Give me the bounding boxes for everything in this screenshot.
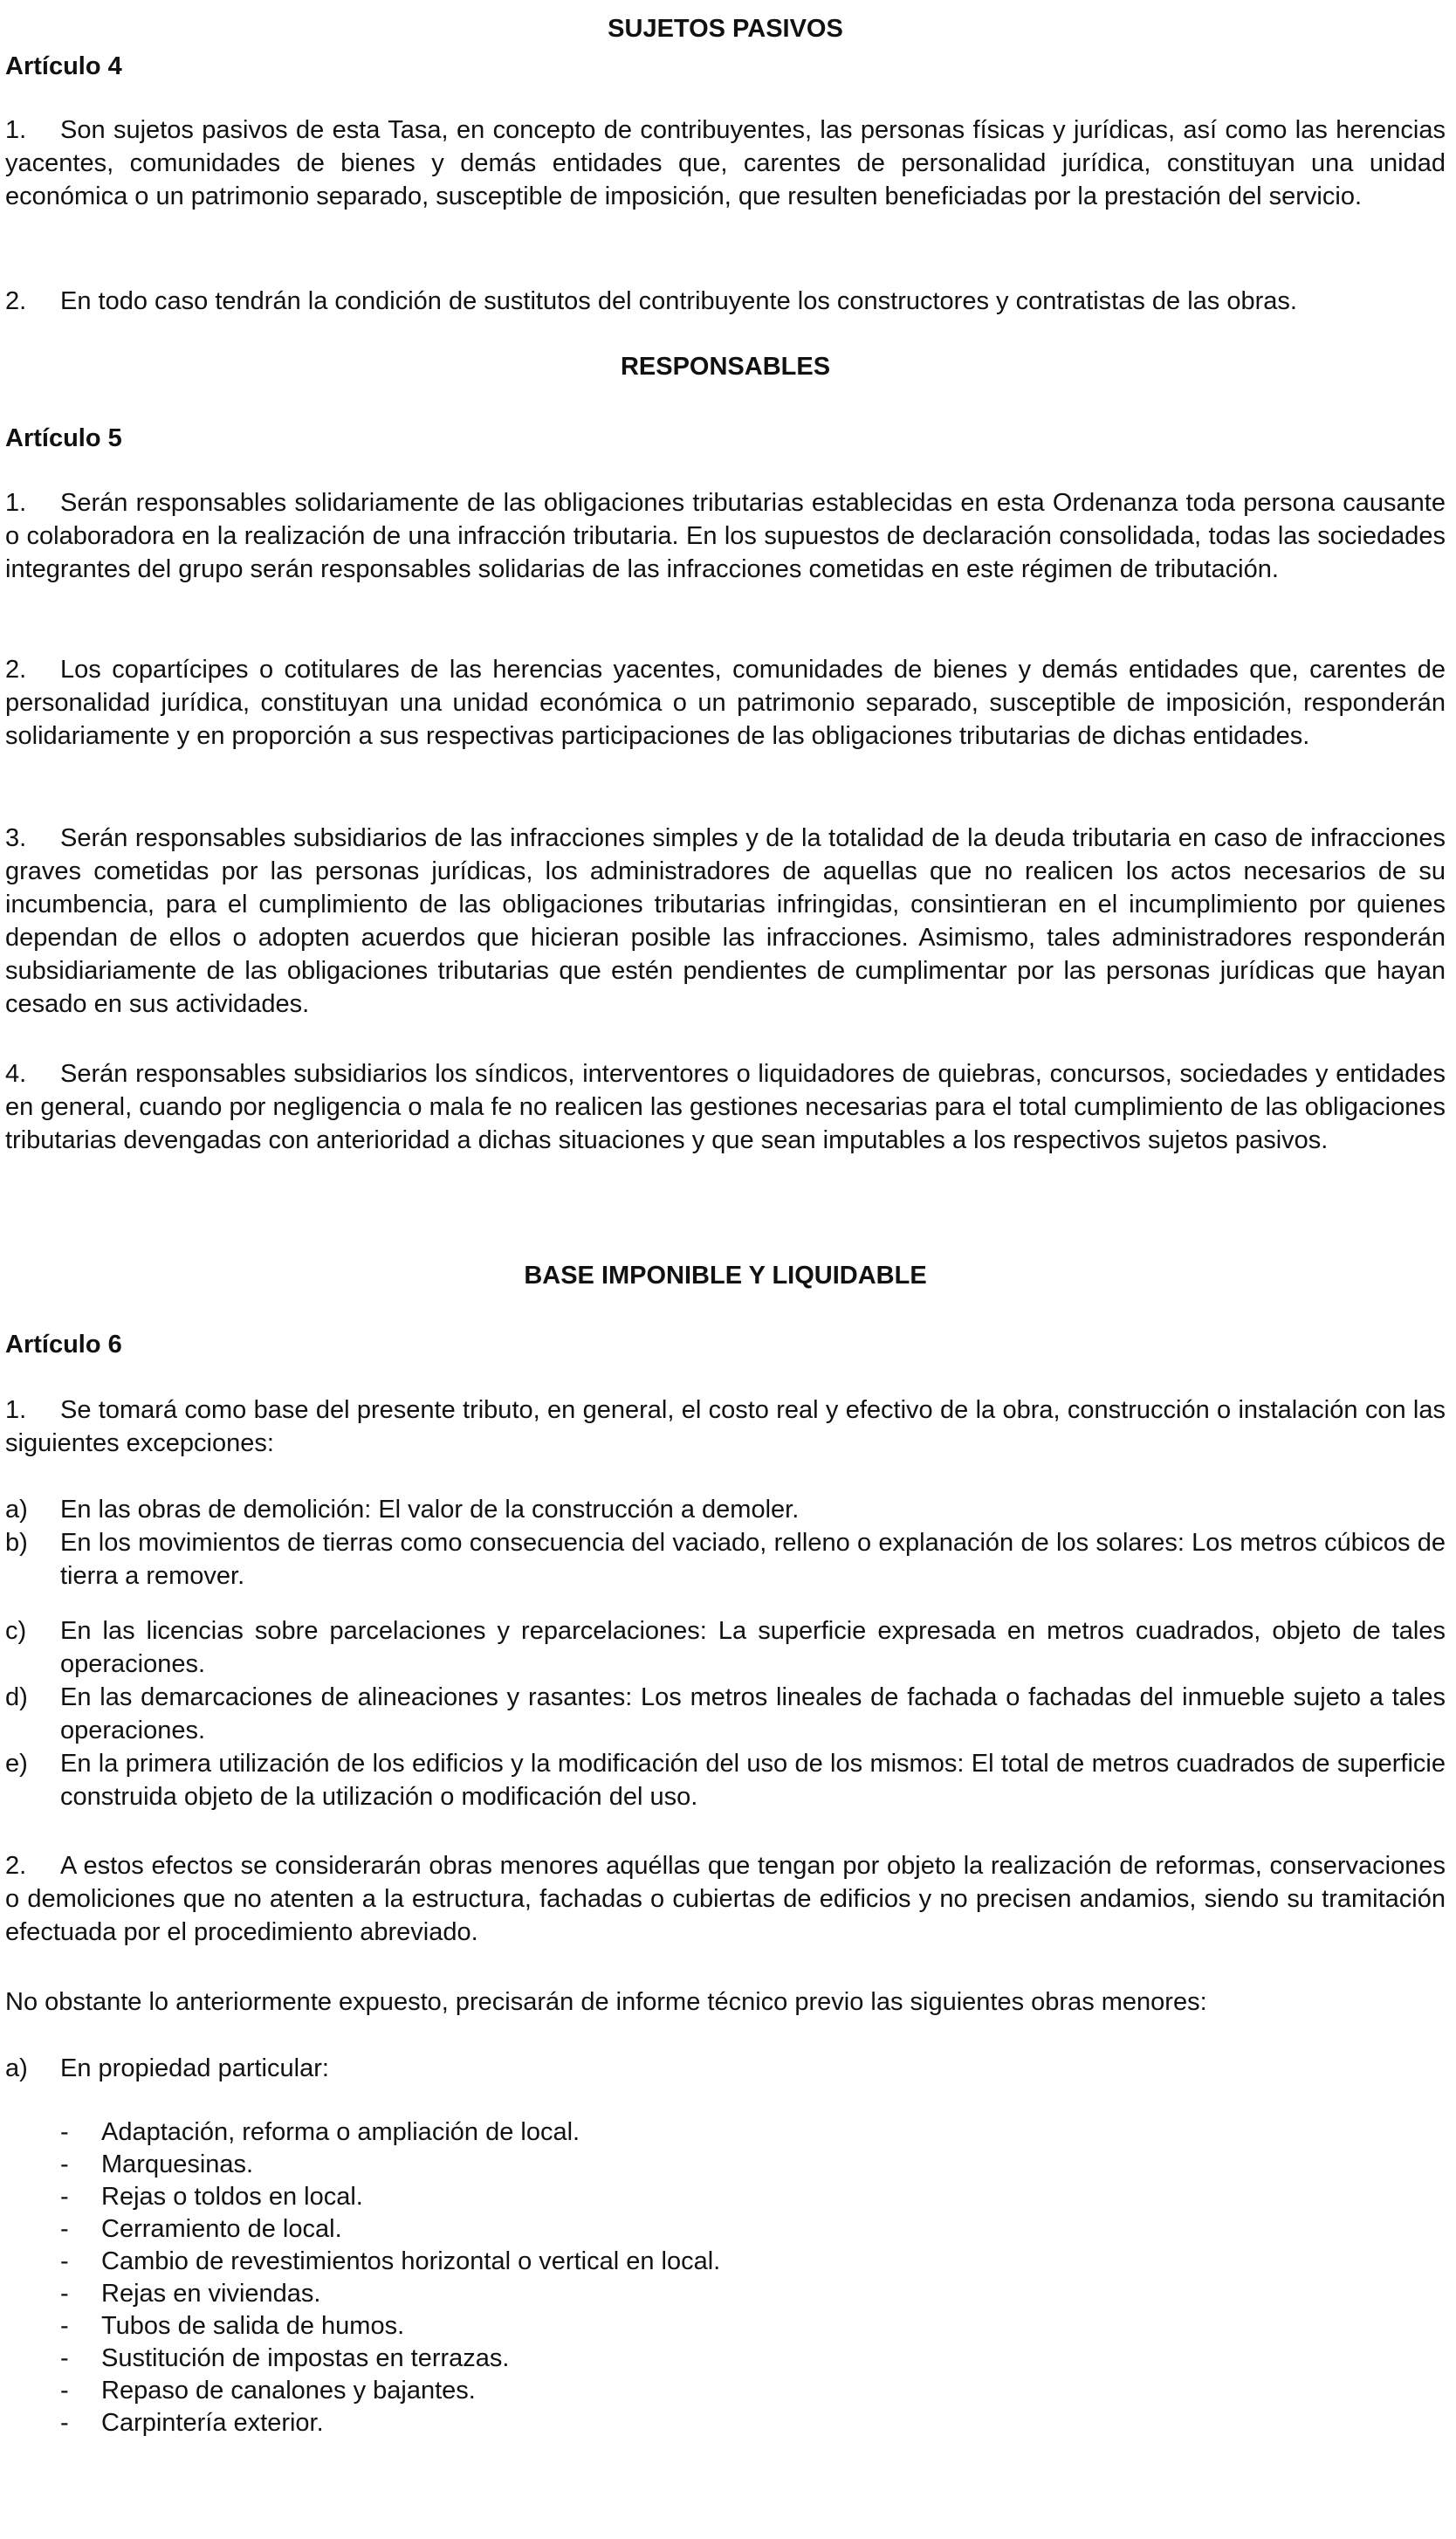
dash-item-text: Carpintería exterior. xyxy=(101,2409,324,2437)
paragraph-text: Serán responsables subsidiarios los síndicos, interventores o liquidadores de quiebras, concursos, sociedades y entidades en general, cuando por negligencia o mala fe no realicen las gestiones necesarias para el total cumplimiento de las obligaciones tributarias devengadas con anterioridad a dichas situaciones y que sean imputables a los respectivos sujetos pasivos. xyxy=(5,1060,1446,1154)
list-item-c xyxy=(5,1614,1446,1681)
dash-bullet: - xyxy=(60,2150,69,2178)
paragraph-number: 1. xyxy=(5,1396,27,1424)
dash-bullet: - xyxy=(60,2118,69,2146)
list-item-b xyxy=(5,1526,1446,1593)
dash-item xyxy=(60,2375,476,2407)
list-item-text: En propiedad particular: xyxy=(60,2054,329,2082)
paragraph-5-1 xyxy=(5,486,1446,586)
dash-bullet: - xyxy=(60,2280,69,2308)
paragraph-5-3 xyxy=(5,822,1446,1021)
dash-item-text: Cambio de revestimientos horizontal o vertical en local. xyxy=(101,2247,721,2275)
list-item-label: a) xyxy=(5,1496,28,1524)
list-item-label: c) xyxy=(5,1617,27,1645)
paragraph-number: 1. xyxy=(5,489,27,517)
note-paragraph: No obstante lo anteriormente expuesto, precisarán de informe técnico previo las siguientes obras menores: xyxy=(5,1988,1207,2016)
list-item-d xyxy=(5,1681,1446,1747)
paragraph-text: Serán responsables subsidiarios de las infracciones simples y de la totalidad de la deuda tributaria en caso de infracciones graves cometidas por las personas jurídicas, los administradores de aquellas que no realicen los actos necesarios de su incumbencia, para el cumplimiento de las obligaciones tributarias infringidas, consintieran en el incumplimiento por quienes dependan de ellos o adopten acuerdos que hicieran posible las infracciones. Asimismo, tales administradores responderán subsidiariamente de las obligaciones tributarias que estén pendientes de cumplimentar por las personas jurídicas que hayan cesado en sus actividades. xyxy=(5,824,1446,1018)
paragraph-text: A estos efectos se considerarán obras menores aquéllas que tengan por objeto la realización de reformas, conservaciones o demoliciones que no atenten a la estructura, fachadas o cubiertas de edificios y no precisen andamios, siendo su tramitación efectuada por el procedimiento abreviado. xyxy=(5,1852,1446,1946)
dash-item-text: Adaptación, reforma o ampliación de local. xyxy=(101,2118,580,2146)
paragraph-number: 2. xyxy=(5,1852,27,1880)
dash-bullet: - xyxy=(60,2215,69,2243)
dash-item xyxy=(60,2149,253,2181)
paragraph-6-1 xyxy=(5,1393,1446,1460)
article-title-4: Artículo 4 xyxy=(5,52,122,80)
dash-bullet: - xyxy=(60,2377,69,2405)
paragraph-number: 3. xyxy=(5,824,27,852)
paragraph-number: 4. xyxy=(5,1060,27,1088)
list-item-text: En las obras de demolición: El valor de la construcción a demoler. xyxy=(60,1496,800,1524)
list-item-label: a) xyxy=(5,2054,28,2082)
paragraph-text: Son sujetos pasivos de esta Tasa, en concepto de contribuyentes, las personas físicas y jurídicas, así como las herencias yacentes, comunidades de bienes y demás entidades que, carentes de personalidad jurídica, constituyan una unidad económica o un patrimonio separado, susceptible de imposición, que resulten beneficiadas por la prestación del servicio. xyxy=(5,116,1446,210)
dash-item-text: Marquesinas. xyxy=(101,2150,254,2178)
list-item-label: d) xyxy=(5,1683,28,1711)
dash-item xyxy=(60,2310,404,2343)
dash-bullet: - xyxy=(60,2247,69,2275)
paragraph-6-2 xyxy=(5,1849,1446,1949)
list-item-text: En las licencias sobre parcelaciones y reparcelaciones: La superficie expresada en metros cuadrados, objeto de tales operaciones. xyxy=(60,1617,1446,1678)
paragraph-4-1 xyxy=(5,114,1446,213)
list-item-label: b) xyxy=(5,1529,28,1557)
dash-item-text: Repaso de canalones y bajantes. xyxy=(101,2377,476,2405)
dash-bullet: - xyxy=(60,2409,69,2437)
dash-bullet: - xyxy=(60,2344,69,2372)
list-item-e xyxy=(5,1747,1446,1813)
sublist-item-a xyxy=(5,2052,1446,2085)
paragraph-text: En todo caso tendrán la condición de sustitutos del contribuyente los constructores y contratistas de las obras. xyxy=(60,287,1297,315)
paragraph-4-2 xyxy=(5,285,1446,318)
list-item-text: En la primera utilización de los edificios y la modificación del uso de los mismos: El total de metros cuadrados de superficie construida objeto de la utilización o modificación del uso. xyxy=(60,1750,1446,1811)
list-item-text: En los movimientos de tierras como consecuencia del vaciado, relleno o explanación de los solares: Los metros cúbicos de tierra a remover. xyxy=(60,1529,1446,1590)
article-title-6: Artículo 6 xyxy=(5,1331,122,1359)
dash-item xyxy=(60,2343,509,2375)
section-heading-sujetos: SUJETOS PASIVOS xyxy=(608,15,843,43)
dash-item xyxy=(60,2278,320,2310)
paragraph-text: Serán responsables solidariamente de las obligaciones tributarias establecidas en esta Ordenanza toda persona causante o colaboradora en la realización de una infracción tributaria. En los supuestos de declaración consolidada, todas las sociedades integrantes del grupo serán responsables solidarias de las infracciones cometidas en este régimen de tributación. xyxy=(5,489,1446,583)
dash-item-text: Cerramiento de local. xyxy=(101,2215,342,2243)
dash-item xyxy=(60,2407,324,2439)
paragraph-5-2 xyxy=(5,653,1446,753)
dash-item xyxy=(60,2246,720,2278)
dash-item xyxy=(60,2181,363,2213)
dash-item xyxy=(60,2213,342,2246)
list-item-a xyxy=(5,1493,1446,1526)
paragraph-number: 1. xyxy=(5,116,27,144)
dash-bullet: - xyxy=(60,2312,69,2340)
article-title-5: Artículo 5 xyxy=(5,424,122,452)
dash-item-text: Rejas en viviendas. xyxy=(101,2280,321,2308)
dash-bullet: - xyxy=(60,2183,69,2211)
paragraph-number: 2. xyxy=(5,287,27,315)
dash-item-text: Tubos de salida de humos. xyxy=(101,2312,405,2340)
paragraph-text: Los copartícipes o cotitulares de las herencias yacentes, comunidades de bienes y demás entidades que, carentes de personalidad jurídica, constituyan una unidad económica o un patrimonio separado, susceptible de imposición, responderán solidariamente y en proporción a sus respectivas participaciones de las obligaciones tributarias de dichas entidades. xyxy=(5,656,1446,750)
paragraph-number: 2. xyxy=(5,656,27,684)
paragraph-5-4 xyxy=(5,1057,1446,1157)
list-item-label: e) xyxy=(5,1750,28,1778)
dash-item-text: Rejas o toldos en local. xyxy=(101,2183,363,2211)
section-heading-base: BASE IMPONIBLE Y LIQUIDABLE xyxy=(524,1262,927,1290)
dash-item-text: Sustitución de impostas en terrazas. xyxy=(101,2344,510,2372)
list-item-text: En las demarcaciones de alineaciones y rasantes: Los metros lineales de fachada o fachadas del inmueble sujeto a tales operaciones. xyxy=(60,1683,1446,1744)
dash-item xyxy=(60,2116,580,2149)
paragraph-text: Se tomará como base del presente tributo, en general, el costo real y efectivo de la obra, construcción o instalación con las siguientes excepciones: xyxy=(5,1396,1446,1457)
section-heading-responsables: RESPONSABLES xyxy=(620,353,831,381)
